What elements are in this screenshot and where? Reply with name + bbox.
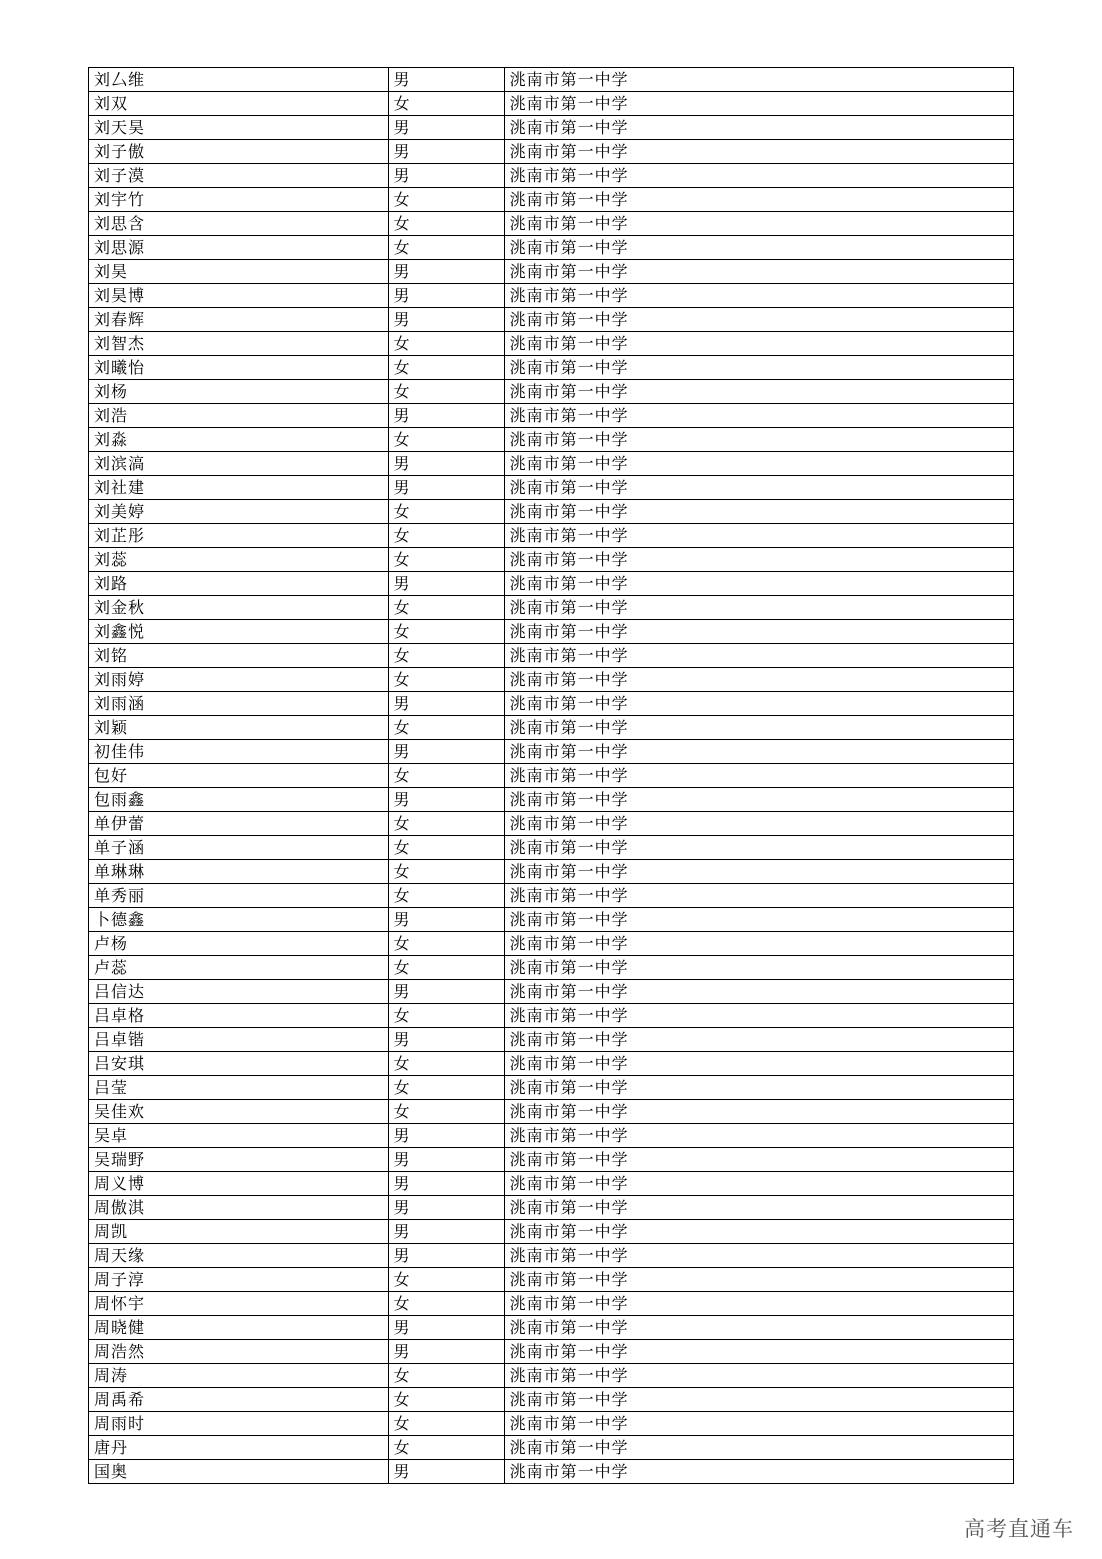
name-cell: 周晓健 <box>89 1316 389 1340</box>
table-row <box>89 1316 1014 1340</box>
table-row <box>89 260 1014 284</box>
gender-cell: 男 <box>388 452 504 476</box>
table-row <box>89 236 1014 260</box>
gender-cell: 女 <box>388 1100 504 1124</box>
school-cell: 洮南市第一中学 <box>504 620 1013 644</box>
school-cell: 洮南市第一中学 <box>504 356 1013 380</box>
name-cell: 刘子漠 <box>89 164 389 188</box>
gender-cell: 男 <box>388 284 504 308</box>
school-cell: 洮南市第一中学 <box>504 980 1013 1004</box>
school-cell: 洮南市第一中学 <box>504 116 1013 140</box>
school-cell: 洮南市第一中学 <box>504 212 1013 236</box>
gender-cell: 男 <box>388 1460 504 1484</box>
table-row <box>89 1340 1014 1364</box>
school-cell: 洮南市第一中学 <box>504 932 1013 956</box>
table-row <box>89 308 1014 332</box>
name-cell: 刘子傲 <box>89 140 389 164</box>
name-cell: 刘智杰 <box>89 332 389 356</box>
gender-cell: 男 <box>388 908 504 932</box>
name-cell: 刘铭 <box>89 644 389 668</box>
table-row <box>89 716 1014 740</box>
table-row <box>89 932 1014 956</box>
table-row <box>89 1052 1014 1076</box>
gender-cell: 男 <box>388 1172 504 1196</box>
gender-cell: 男 <box>388 260 504 284</box>
school-cell: 洮南市第一中学 <box>504 452 1013 476</box>
gender-cell: 女 <box>388 1052 504 1076</box>
table-row <box>89 1220 1014 1244</box>
table-row <box>89 572 1014 596</box>
school-cell: 洮南市第一中学 <box>504 332 1013 356</box>
school-cell: 洮南市第一中学 <box>504 668 1013 692</box>
gender-cell: 男 <box>388 1148 504 1172</box>
name-cell: 刘美婷 <box>89 500 389 524</box>
gender-cell: 女 <box>388 620 504 644</box>
gender-cell: 女 <box>388 548 504 572</box>
roster-table <box>88 67 1014 1484</box>
name-cell: 国奥 <box>89 1460 389 1484</box>
name-cell: 初佳伟 <box>89 740 389 764</box>
gender-cell: 男 <box>388 1028 504 1052</box>
gender-cell: 女 <box>388 212 504 236</box>
school-cell: 洮南市第一中学 <box>504 92 1013 116</box>
name-cell: 刘昊博 <box>89 284 389 308</box>
name-cell: 刘天昊 <box>89 116 389 140</box>
school-cell: 洮南市第一中学 <box>504 188 1013 212</box>
gender-cell: 男 <box>388 164 504 188</box>
name-cell: 周怀宇 <box>89 1292 389 1316</box>
school-cell: 洮南市第一中学 <box>504 140 1013 164</box>
table-row <box>89 1460 1014 1484</box>
school-cell: 洮南市第一中学 <box>504 476 1013 500</box>
gender-cell: 女 <box>388 596 504 620</box>
gender-cell: 男 <box>388 1196 504 1220</box>
school-cell: 洮南市第一中学 <box>504 68 1013 92</box>
gender-cell: 女 <box>388 524 504 548</box>
school-cell: 洮南市第一中学 <box>504 764 1013 788</box>
table-row <box>89 1244 1014 1268</box>
table-row <box>89 1028 1014 1052</box>
name-cell: 卢蕊 <box>89 956 389 980</box>
gender-cell: 女 <box>388 932 504 956</box>
school-cell: 洮南市第一中学 <box>504 788 1013 812</box>
school-cell: 洮南市第一中学 <box>504 1076 1013 1100</box>
school-cell: 洮南市第一中学 <box>504 380 1013 404</box>
table-row <box>89 116 1014 140</box>
school-cell: 洮南市第一中学 <box>504 1100 1013 1124</box>
table-row <box>89 1292 1014 1316</box>
table-row <box>89 68 1014 92</box>
name-cell: 刘曦怡 <box>89 356 389 380</box>
name-cell: 刘淼 <box>89 428 389 452</box>
table-row <box>89 860 1014 884</box>
gender-cell: 男 <box>388 980 504 1004</box>
gender-cell: 女 <box>388 500 504 524</box>
school-cell: 洮南市第一中学 <box>504 548 1013 572</box>
table-row <box>89 524 1014 548</box>
gender-cell: 女 <box>388 764 504 788</box>
table-row <box>89 1124 1014 1148</box>
gender-cell: 女 <box>388 1292 504 1316</box>
gender-cell: 男 <box>388 308 504 332</box>
school-cell: 洮南市第一中学 <box>504 836 1013 860</box>
gender-cell: 女 <box>388 884 504 908</box>
school-cell: 洮南市第一中学 <box>504 956 1013 980</box>
name-cell: 单秀丽 <box>89 884 389 908</box>
name-cell: 刘蕊 <box>89 548 389 572</box>
name-cell: 刘昊 <box>89 260 389 284</box>
gender-cell: 男 <box>388 740 504 764</box>
name-cell: 刘雨涵 <box>89 692 389 716</box>
gender-cell: 女 <box>388 836 504 860</box>
school-cell: 洮南市第一中学 <box>504 308 1013 332</box>
gender-cell: 女 <box>388 716 504 740</box>
school-cell: 洮南市第一中学 <box>504 1436 1013 1460</box>
table-row <box>89 812 1014 836</box>
table-row <box>89 836 1014 860</box>
school-cell: 洮南市第一中学 <box>504 284 1013 308</box>
table-row <box>89 188 1014 212</box>
school-cell: 洮南市第一中学 <box>504 1388 1013 1412</box>
gender-cell: 女 <box>388 1076 504 1100</box>
table-row <box>89 164 1014 188</box>
name-cell: 卢杨 <box>89 932 389 956</box>
table-row <box>89 740 1014 764</box>
school-cell: 洮南市第一中学 <box>504 1244 1013 1268</box>
name-cell: 刘厶维 <box>89 68 389 92</box>
school-cell: 洮南市第一中学 <box>504 500 1013 524</box>
gender-cell: 男 <box>388 1244 504 1268</box>
name-cell: 刘金秋 <box>89 596 389 620</box>
name-cell: 唐丹 <box>89 1436 389 1460</box>
table-row <box>89 1076 1014 1100</box>
name-cell: 刘春辉 <box>89 308 389 332</box>
name-cell: 刘颖 <box>89 716 389 740</box>
school-cell: 洮南市第一中学 <box>504 260 1013 284</box>
name-cell: 吕安琪 <box>89 1052 389 1076</box>
gender-cell: 男 <box>388 692 504 716</box>
school-cell: 洮南市第一中学 <box>504 236 1013 260</box>
watermark-text: 高考直通车 <box>964 1517 1074 1541</box>
name-cell: 刘路 <box>89 572 389 596</box>
school-cell: 洮南市第一中学 <box>504 1028 1013 1052</box>
table-row <box>89 1100 1014 1124</box>
name-cell: 刘社建 <box>89 476 389 500</box>
name-cell: 刘思含 <box>89 212 389 236</box>
table-row <box>89 476 1014 500</box>
table-row <box>89 1172 1014 1196</box>
table-row <box>89 1412 1014 1436</box>
table-row <box>89 428 1014 452</box>
gender-cell: 女 <box>388 356 504 380</box>
table-row <box>89 212 1014 236</box>
table-row <box>89 1388 1014 1412</box>
gender-cell: 女 <box>388 236 504 260</box>
gender-cell: 女 <box>388 1004 504 1028</box>
table-row <box>89 1436 1014 1460</box>
name-cell: 周雨时 <box>89 1412 389 1436</box>
name-cell: 刘滨滈 <box>89 452 389 476</box>
name-cell: 单子涵 <box>89 836 389 860</box>
name-cell: 周浩然 <box>89 1340 389 1364</box>
table-row <box>89 956 1014 980</box>
school-cell: 洮南市第一中学 <box>504 908 1013 932</box>
gender-cell: 女 <box>388 668 504 692</box>
roster-table-body <box>89 68 1014 1484</box>
gender-cell: 男 <box>388 1124 504 1148</box>
name-cell: 刘鑫悦 <box>89 620 389 644</box>
gender-cell: 男 <box>388 572 504 596</box>
school-cell: 洮南市第一中学 <box>504 644 1013 668</box>
name-cell: 包好 <box>89 764 389 788</box>
gender-cell: 男 <box>388 476 504 500</box>
gender-cell: 女 <box>388 956 504 980</box>
school-cell: 洮南市第一中学 <box>504 1148 1013 1172</box>
gender-cell: 女 <box>388 92 504 116</box>
table-row <box>89 764 1014 788</box>
name-cell: 单伊蕾 <box>89 812 389 836</box>
table-row <box>89 908 1014 932</box>
gender-cell: 女 <box>388 1268 504 1292</box>
gender-cell: 女 <box>388 380 504 404</box>
school-cell: 洮南市第一中学 <box>504 164 1013 188</box>
school-cell: 洮南市第一中学 <box>504 1412 1013 1436</box>
table-row <box>89 1364 1014 1388</box>
school-cell: 洮南市第一中学 <box>504 740 1013 764</box>
table-row <box>89 1268 1014 1292</box>
school-cell: 洮南市第一中学 <box>504 860 1013 884</box>
gender-cell: 女 <box>388 188 504 212</box>
name-cell: 吴瑞野 <box>89 1148 389 1172</box>
school-cell: 洮南市第一中学 <box>504 572 1013 596</box>
name-cell: 卜德鑫 <box>89 908 389 932</box>
name-cell: 吕卓格 <box>89 1004 389 1028</box>
school-cell: 洮南市第一中学 <box>504 1172 1013 1196</box>
school-cell: 洮南市第一中学 <box>504 1340 1013 1364</box>
gender-cell: 男 <box>388 1220 504 1244</box>
table-row <box>89 356 1014 380</box>
table-row <box>89 140 1014 164</box>
school-cell: 洮南市第一中学 <box>504 1220 1013 1244</box>
school-cell: 洮南市第一中学 <box>504 1316 1013 1340</box>
name-cell: 吕莹 <box>89 1076 389 1100</box>
school-cell: 洮南市第一中学 <box>504 812 1013 836</box>
name-cell: 包雨鑫 <box>89 788 389 812</box>
table-row <box>89 620 1014 644</box>
table-row <box>89 92 1014 116</box>
name-cell: 刘浩 <box>89 404 389 428</box>
school-cell: 洮南市第一中学 <box>504 1004 1013 1028</box>
school-cell: 洮南市第一中学 <box>504 1292 1013 1316</box>
gender-cell: 男 <box>388 116 504 140</box>
school-cell: 洮南市第一中学 <box>504 1268 1013 1292</box>
name-cell: 周天缘 <box>89 1244 389 1268</box>
name-cell: 周傲淇 <box>89 1196 389 1220</box>
table-row <box>89 668 1014 692</box>
table-row <box>89 404 1014 428</box>
table-row <box>89 596 1014 620</box>
name-cell: 吕信达 <box>89 980 389 1004</box>
name-cell: 刘杨 <box>89 380 389 404</box>
table-row <box>89 1004 1014 1028</box>
table-row <box>89 500 1014 524</box>
table-row <box>89 1148 1014 1172</box>
name-cell: 刘宇竹 <box>89 188 389 212</box>
gender-cell: 女 <box>388 812 504 836</box>
gender-cell: 男 <box>388 788 504 812</box>
table-row <box>89 284 1014 308</box>
school-cell: 洮南市第一中学 <box>504 1052 1013 1076</box>
gender-cell: 女 <box>388 1388 504 1412</box>
name-cell: 周子淳 <box>89 1268 389 1292</box>
school-cell: 洮南市第一中学 <box>504 1460 1013 1484</box>
name-cell: 刘芷彤 <box>89 524 389 548</box>
gender-cell: 女 <box>388 428 504 452</box>
gender-cell: 女 <box>388 332 504 356</box>
gender-cell: 男 <box>388 404 504 428</box>
school-cell: 洮南市第一中学 <box>504 596 1013 620</box>
name-cell: 周凯 <box>89 1220 389 1244</box>
table-row <box>89 692 1014 716</box>
school-cell: 洮南市第一中学 <box>504 1124 1013 1148</box>
school-cell: 洮南市第一中学 <box>504 1364 1013 1388</box>
school-cell: 洮南市第一中学 <box>504 524 1013 548</box>
name-cell: 刘思源 <box>89 236 389 260</box>
table-row <box>89 380 1014 404</box>
gender-cell: 男 <box>388 1316 504 1340</box>
name-cell: 刘雨婷 <box>89 668 389 692</box>
name-cell: 单琳琳 <box>89 860 389 884</box>
gender-cell: 男 <box>388 1340 504 1364</box>
table-row <box>89 788 1014 812</box>
school-cell: 洮南市第一中学 <box>504 404 1013 428</box>
name-cell: 周义博 <box>89 1172 389 1196</box>
table-row <box>89 884 1014 908</box>
name-cell: 周涛 <box>89 1364 389 1388</box>
school-cell: 洮南市第一中学 <box>504 716 1013 740</box>
table-row <box>89 980 1014 1004</box>
table-row <box>89 452 1014 476</box>
gender-cell: 女 <box>388 644 504 668</box>
name-cell: 吕卓锴 <box>89 1028 389 1052</box>
gender-cell: 女 <box>388 1412 504 1436</box>
name-cell: 周禹希 <box>89 1388 389 1412</box>
gender-cell: 男 <box>388 68 504 92</box>
name-cell: 吴卓 <box>89 1124 389 1148</box>
table-row <box>89 644 1014 668</box>
school-cell: 洮南市第一中学 <box>504 692 1013 716</box>
school-cell: 洮南市第一中学 <box>504 428 1013 452</box>
gender-cell: 女 <box>388 860 504 884</box>
gender-cell: 女 <box>388 1364 504 1388</box>
gender-cell: 男 <box>388 140 504 164</box>
school-cell: 洮南市第一中学 <box>504 884 1013 908</box>
name-cell: 刘双 <box>89 92 389 116</box>
gender-cell: 女 <box>388 1436 504 1460</box>
name-cell: 吴佳欢 <box>89 1100 389 1124</box>
table-row <box>89 548 1014 572</box>
table-row <box>89 1196 1014 1220</box>
table-row <box>89 332 1014 356</box>
school-cell: 洮南市第一中学 <box>504 1196 1013 1220</box>
